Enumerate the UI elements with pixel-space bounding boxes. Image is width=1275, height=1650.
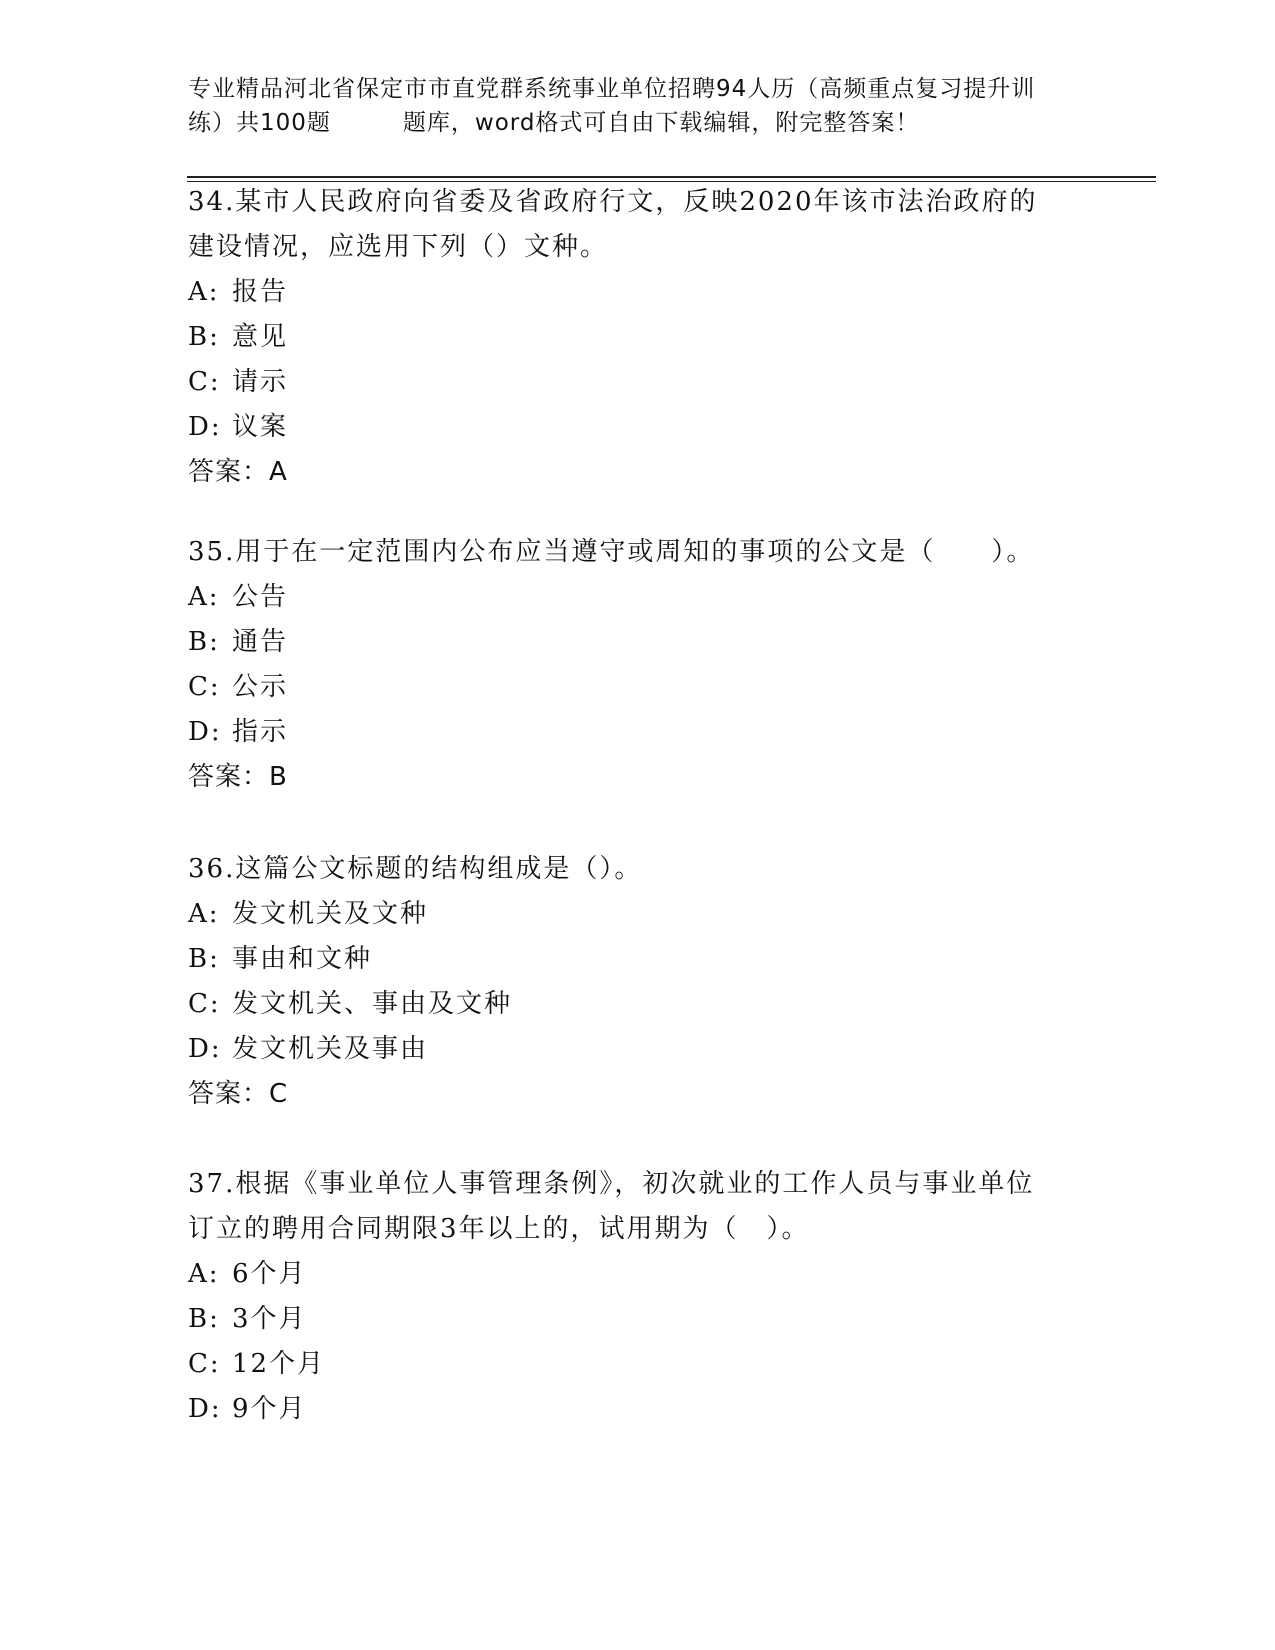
question-35 <box>188 530 1088 800</box>
option-b <box>188 1297 1088 1342</box>
option-text: 通告 <box>232 627 289 657</box>
stem-line: 36.这篇公文标题的结构组成是（）。 <box>188 854 643 884</box>
option-key: C: <box>188 1349 221 1379</box>
option-d <box>188 405 1088 450</box>
option-a <box>188 892 1088 937</box>
option-text: 发文机关、事由及文种 <box>232 989 513 1019</box>
option-text: 请示 <box>232 367 289 397</box>
option-c <box>188 982 1088 1027</box>
option-text: 发文机关及事由 <box>232 1034 429 1064</box>
option-text: 报告 <box>232 277 289 307</box>
question-37 <box>188 1162 1088 1432</box>
answer-line: 答案：A <box>188 457 288 487</box>
option-key: B: <box>188 627 220 657</box>
option-d <box>188 1027 1088 1072</box>
question-36 <box>188 847 1088 1117</box>
answer-line: 答案：B <box>188 762 288 792</box>
option-d <box>188 710 1088 755</box>
option-text: 3个月 <box>232 1304 307 1334</box>
header-divider-thick <box>187 176 1156 178</box>
option-b <box>188 937 1088 982</box>
option-key: D: <box>188 1034 222 1064</box>
option-key: C: <box>188 989 221 1019</box>
option-key: B: <box>188 1304 220 1334</box>
question-stem <box>188 847 1088 892</box>
option-c <box>188 665 1088 710</box>
question-stem <box>188 1162 1088 1252</box>
stem-line: 建设情况，应选用下列（）文种。 <box>188 232 609 262</box>
option-a <box>188 575 1088 620</box>
option-a <box>188 270 1088 315</box>
option-text: 12个月 <box>232 1349 326 1379</box>
stem-line: 35.用于在一定范围内公布应当遵守或周知的事项的公文是（ ）。 <box>188 537 1035 567</box>
option-key: B: <box>188 944 220 974</box>
option-text: 意见 <box>232 322 289 352</box>
header-line-2: 练）共100题 题库，word格式可自由下载编辑，附完整答案！ <box>188 110 920 136</box>
option-a <box>188 1252 1088 1297</box>
option-text: 公示 <box>232 672 289 702</box>
answer-line: 答案：C <box>188 1079 289 1109</box>
question-34 <box>188 180 1088 495</box>
option-key: A: <box>188 899 220 929</box>
document-header <box>188 72 1078 140</box>
option-key: B: <box>188 322 220 352</box>
option-text: 议案 <box>232 412 289 442</box>
option-c <box>188 360 1088 405</box>
option-key: D: <box>188 717 222 747</box>
stem-line: 34.某市人民政府向省委及省政府行文，反映2020年该市法治政府的 <box>188 187 1038 217</box>
option-text: 指示 <box>232 717 289 747</box>
option-c <box>188 1342 1088 1387</box>
question-stem <box>188 530 1088 575</box>
stem-line: 37.根据《事业单位人事管理条例》，初次就业的工作人员与事业单位 <box>188 1169 1035 1199</box>
option-b <box>188 620 1088 665</box>
question-stem <box>188 180 1088 270</box>
option-text: 6个月 <box>232 1259 307 1289</box>
option-key: A: <box>188 1259 220 1289</box>
option-text: 发文机关及文种 <box>232 899 429 929</box>
option-key: C: <box>188 672 221 702</box>
option-text: 公告 <box>232 582 289 612</box>
option-key: D: <box>188 412 222 442</box>
option-d <box>188 1387 1088 1432</box>
stem-line: 订立的聘用合同期限3年以上的，试用期为（ ）。 <box>188 1214 810 1244</box>
option-text: 事由和文种 <box>232 944 373 974</box>
option-key: D: <box>188 1394 222 1424</box>
option-b <box>188 315 1088 360</box>
option-key: A: <box>188 582 220 612</box>
option-key: C: <box>188 367 221 397</box>
option-key: A: <box>188 277 220 307</box>
option-text: 9个月 <box>232 1394 307 1424</box>
header-line-1: 专业精品河北省保定市市直党群系统事业单位招聘94人历（高频重点复习提升训 <box>188 76 1036 102</box>
